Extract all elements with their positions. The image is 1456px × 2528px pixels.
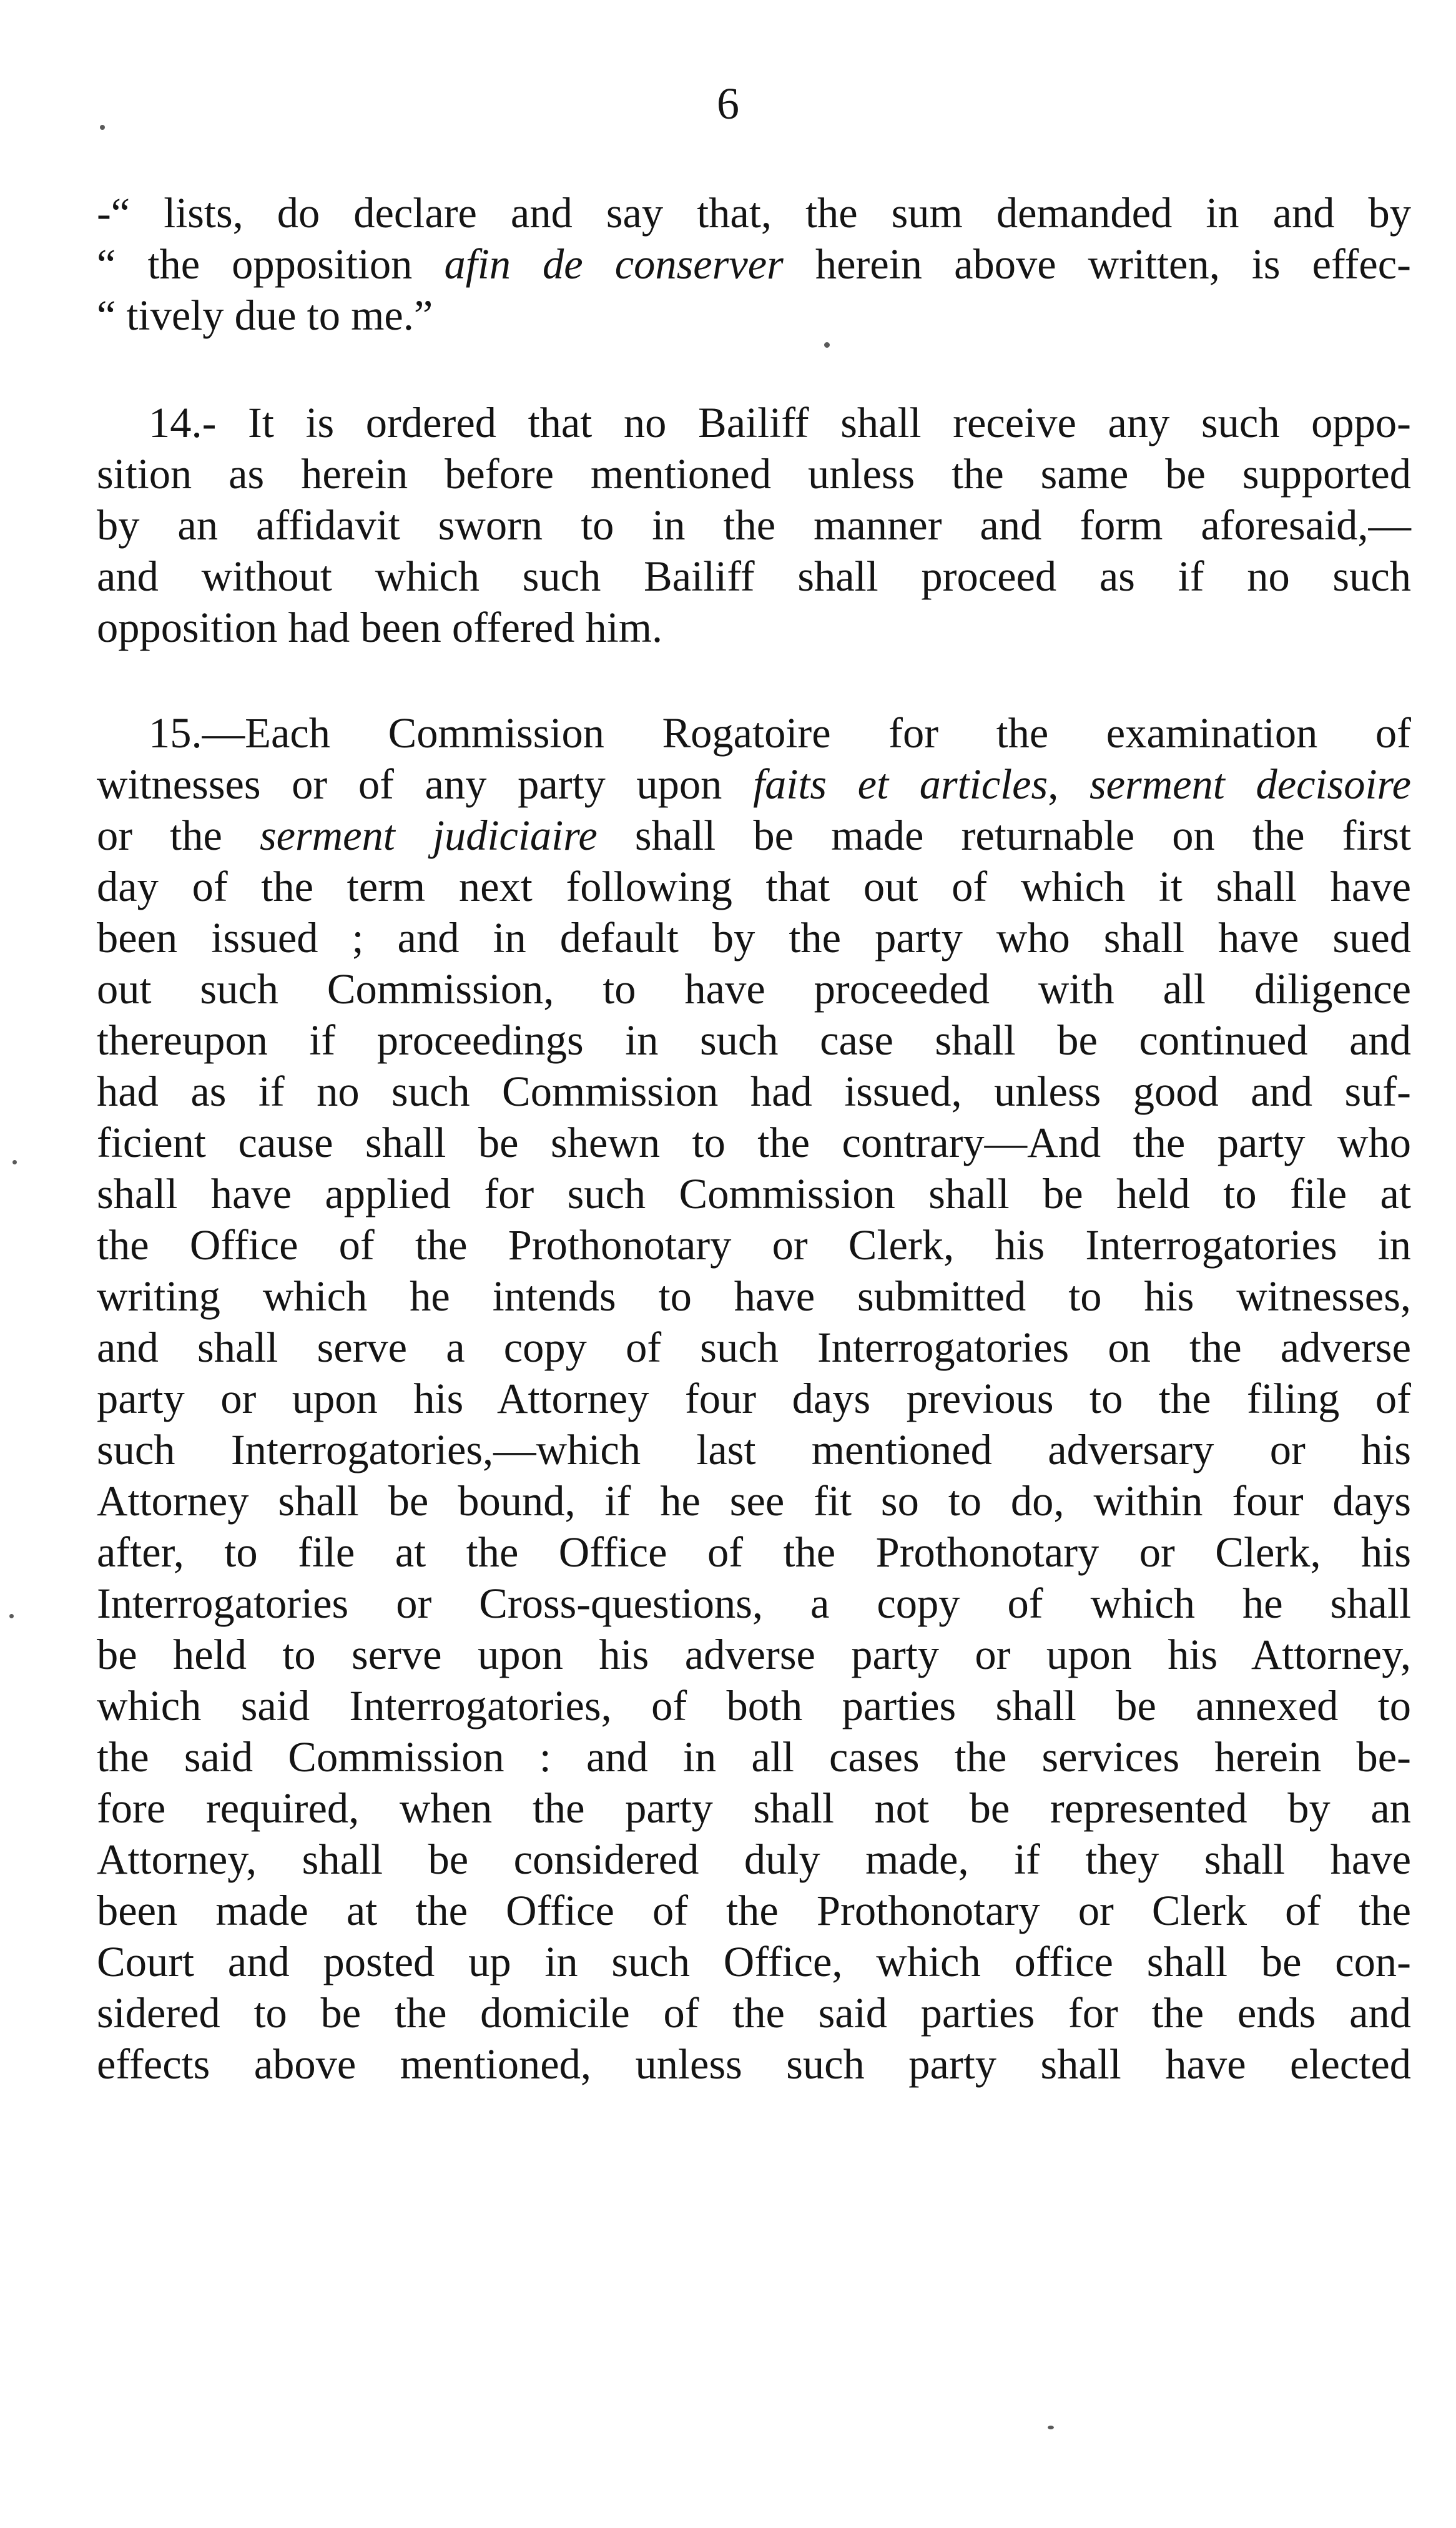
text-line: effects above mentioned, unless such party shall have elected bbox=[97, 2040, 1411, 2088]
text-line: “ the opposition afin de conserver herein above written, is effec- bbox=[97, 240, 1411, 288]
text-line: 14.- It is ordered that no Bailiff shall receive any such oppo- bbox=[149, 399, 1411, 446]
ink-speck bbox=[12, 1160, 17, 1164]
text-line: opposition had been offered him. bbox=[97, 604, 663, 651]
page-number: 6 bbox=[717, 79, 739, 129]
ink-speck bbox=[9, 1614, 14, 1618]
text-line: the Office of the Prothonotary or Clerk, his Interrogatories in bbox=[97, 1221, 1411, 1269]
text-line: sition as herein before mentioned unless the same be supported bbox=[97, 450, 1411, 498]
text-line: “ tively due to me.” bbox=[97, 292, 433, 339]
text-line: Court and posted up in such Office, which office shall be con- bbox=[97, 1938, 1411, 1985]
text-line: been issued ; and in default by the party who shall have sued bbox=[97, 914, 1411, 962]
text-line: the said Commission : and in all cases the services herein be- bbox=[97, 1733, 1411, 1781]
text-line: Attorney shall be bound, if he see fit so to do, within four days bbox=[97, 1477, 1411, 1525]
text-line: shall have applied for such Commission shall be held to file at bbox=[97, 1170, 1411, 1217]
text-line: -“ lists, do declare and say that, the sum demanded in and by bbox=[97, 189, 1411, 237]
text-line: which said Interrogatories, of both parties shall be annexed to bbox=[97, 1682, 1411, 1729]
paragraph-15 bbox=[97, 707, 1411, 2090]
text-line: day of the term next following that out of which it shall have bbox=[97, 863, 1411, 910]
text-line: and shall serve a copy of such Interrogatories on the adverse bbox=[97, 1324, 1411, 1371]
text-line: ficient cause shall be shewn to the contrary—And the party who bbox=[97, 1119, 1411, 1166]
paragraph-14 bbox=[97, 397, 1411, 653]
ink-speck bbox=[100, 125, 105, 130]
italic-term: faits et articles bbox=[753, 760, 1048, 808]
italic-term: serment decisoire bbox=[1089, 760, 1412, 808]
text-line: writing which he intends to have submitted to his witnesses, bbox=[97, 1272, 1411, 1320]
text-line: and without which such Bailiff shall proceed as if no such bbox=[97, 553, 1411, 600]
text-line: witnesses or of any party upon faits et articles, serment decisoire bbox=[97, 760, 1412, 808]
text-line: such Interrogatories,—which last mentioned adversary or his bbox=[97, 1426, 1411, 1473]
text-line: sidered to be the domicile of the said parties for the ends and bbox=[97, 1989, 1411, 2037]
text-line: after, to file at the Office of the Prothonotary or Clerk, his bbox=[97, 1528, 1411, 1576]
text-line: Interrogatories or Cross-questions, a copy of which he shall bbox=[97, 1580, 1411, 1627]
text-line: party or upon his Attorney four days previous to the filing of bbox=[97, 1375, 1411, 1422]
text-line: had as if no such Commission had issued, unless good and suf- bbox=[97, 1068, 1411, 1115]
quote-continuation bbox=[97, 187, 1411, 341]
text-line: by an affidavit sworn to in the manner and form aforesaid,— bbox=[97, 501, 1411, 549]
text-line: be held to serve upon his adverse party or upon his Attorney, bbox=[97, 1631, 1411, 1678]
italic-term: serment judiciaire bbox=[259, 812, 598, 859]
text-line: Attorney, shall be considered duly made, if they shall have bbox=[97, 1836, 1411, 1883]
text-line: or the serment judiciaire shall be made returnable on the first bbox=[97, 812, 1411, 859]
italic-term: afin de conserver bbox=[444, 240, 784, 288]
ink-speck bbox=[824, 342, 830, 348]
text-line: fore required, when the party shall not be represented by an bbox=[97, 1784, 1411, 1832]
text-line: been made at the Office of the Prothonotary or Clerk of the bbox=[97, 1887, 1411, 1934]
text-line: 15.—Each Commission Rogatoire for the examination of bbox=[149, 709, 1411, 757]
ink-speck bbox=[1048, 2426, 1054, 2429]
text-line: thereupon if proceedings in such case shall be continued and bbox=[97, 1016, 1411, 1064]
text-line: out such Commission, to have proceeded with all diligence bbox=[97, 965, 1411, 1013]
